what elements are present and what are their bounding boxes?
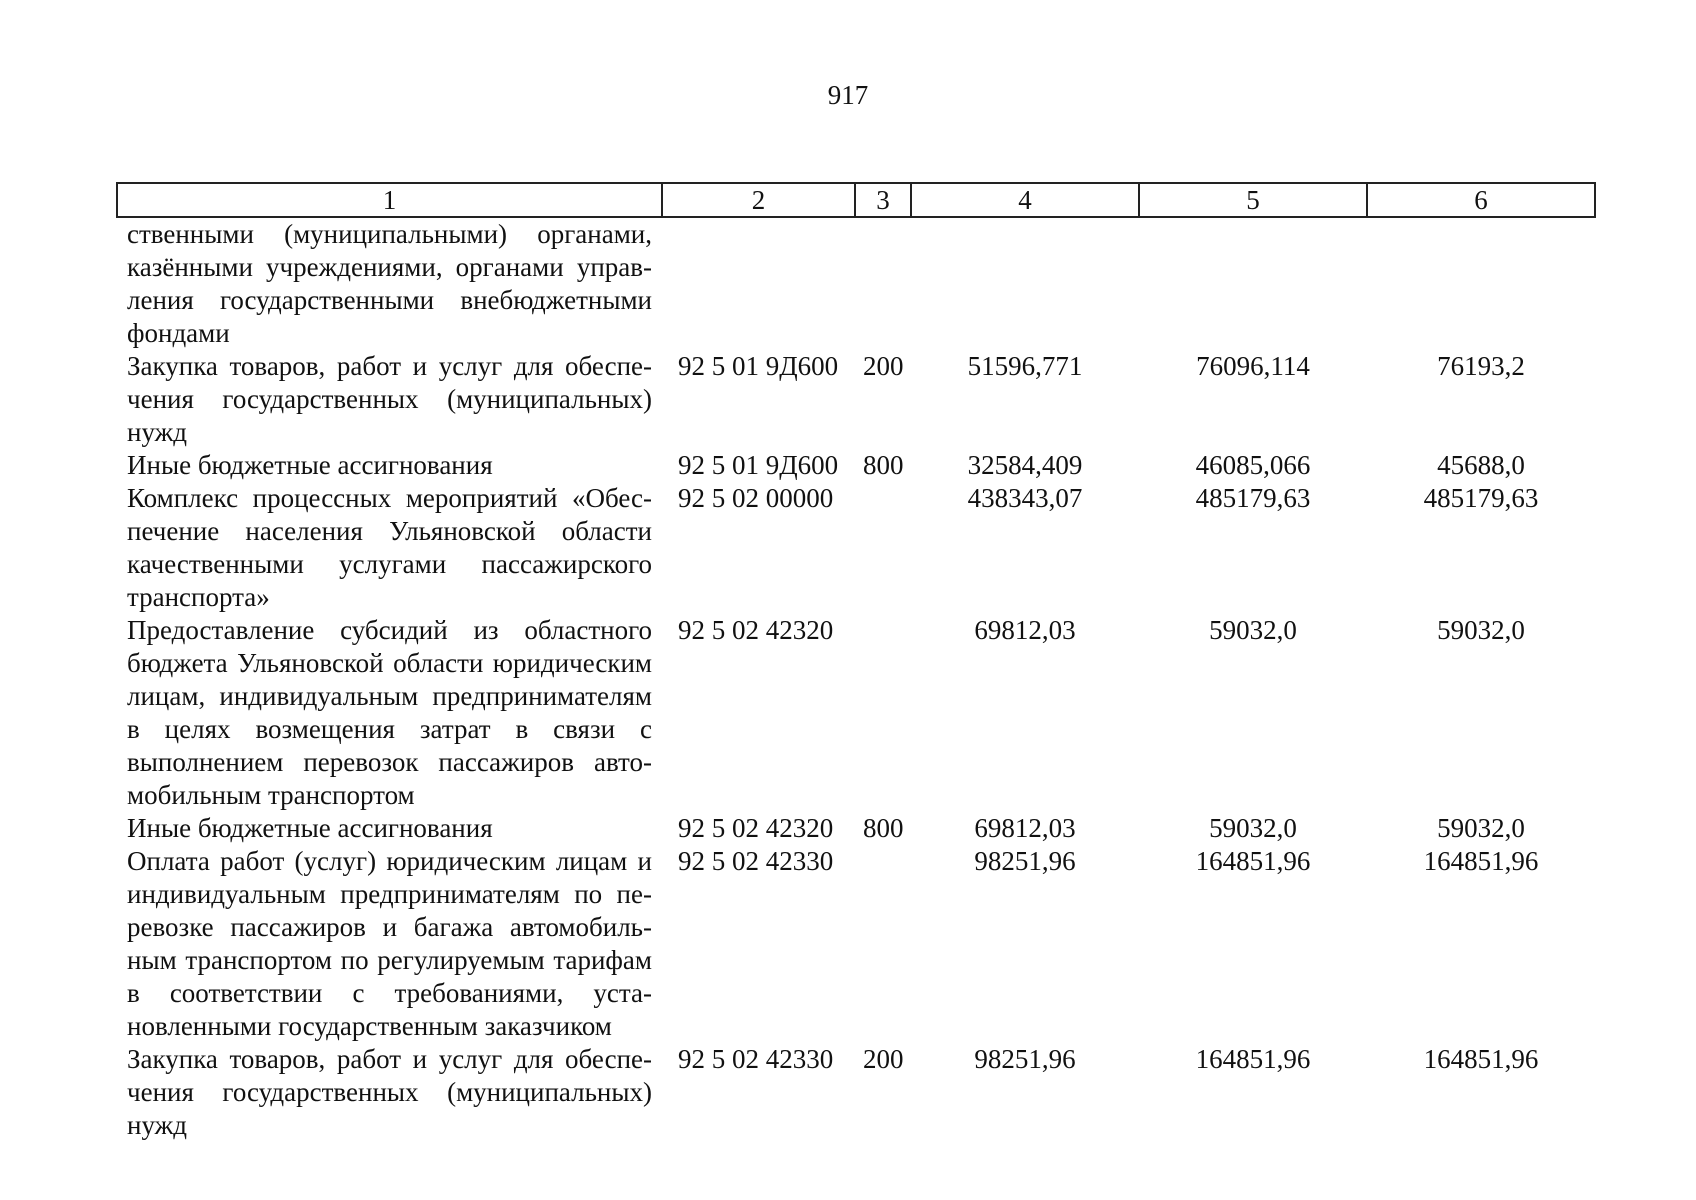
row-code: [662, 217, 855, 350]
column-header-4: 4: [911, 183, 1139, 217]
row-amount-col6: 45688,0: [1437, 450, 1525, 480]
row-expense-type: 800: [863, 450, 904, 480]
table-header-row: [117, 183, 1595, 217]
row-name: Предоставление субсидий из областного бюджета Ульяновской области юридическим лицам, индивидуальным предпринимателям в целях возмещения затрат в связи с выполнением перевозок пассажиров автомобильным транспортом: [127, 615, 652, 810]
row-name: Закупка товаров, работ и услуг для обеспечения государственных (муниципальных) нужд: [127, 351, 652, 447]
row-amount-col6: 164851,96: [1423, 1044, 1539, 1074]
row-amount-col6: [1367, 217, 1595, 350]
row-expense-type: 800: [863, 813, 904, 843]
row-amount-col6: 485179,63: [1423, 483, 1539, 513]
table-row: [117, 350, 1595, 449]
row-code: 92 5 02 00000: [678, 483, 834, 513]
row-code: 92 5 01 9Д600: [678, 450, 839, 480]
row-amount-col4: 438343,07: [967, 483, 1083, 513]
row-amount-col5: 59032,0: [1209, 813, 1297, 843]
column-header-1: 1: [117, 183, 662, 217]
row-amount-col6: 59032,0: [1437, 813, 1525, 843]
row-name: ственными (муниципальными) органами, казёнными учреждениями, органами управления государственными внебюджетными фондами: [127, 219, 652, 348]
row-code: 92 5 02 42330: [678, 1044, 834, 1074]
budget-table: [116, 182, 1596, 1142]
row-amount-col4: 98251,96: [974, 846, 1076, 876]
row-expense-type: 200: [863, 1044, 904, 1074]
row-expense-type: [855, 845, 911, 1043]
row-name: Оплата работ (услуг) юридическим лицам и индивидуальным предпринимателям по перевозке пассажиров и багажа автомобильным транспортом по регулируемым тарифам в соответствии с требованиями, установленными государственным заказчиком: [127, 846, 652, 1041]
row-amount-col5: 46085,066: [1195, 450, 1311, 480]
row-amount-col5: 164851,96: [1195, 1044, 1311, 1074]
row-expense-type: [855, 482, 911, 614]
row-amount-col6: 59032,0: [1437, 615, 1525, 645]
table-row: [117, 1043, 1595, 1142]
row-amount-col5: 59032,0: [1209, 615, 1297, 645]
row-name: Комплекс процессных мероприятий «Обеспечение населения Ульяновской области качественными услугами пассажирского транспорта»: [127, 483, 652, 612]
row-expense-type: 200: [863, 351, 904, 381]
table-row: [117, 845, 1595, 1043]
row-code: 92 5 02 42320: [678, 615, 834, 645]
row-code: 92 5 02 42330: [678, 846, 834, 876]
table-row: [117, 812, 1595, 845]
row-amount-col4: 69812,03: [974, 813, 1076, 843]
row-amount-col6: 76193,2: [1437, 351, 1525, 381]
row-expense-type: [855, 217, 911, 350]
row-amount-col4: 98251,96: [974, 1044, 1076, 1074]
row-code: 92 5 02 42320: [678, 813, 834, 843]
column-header-6: 6: [1367, 183, 1595, 217]
column-header-2: 2: [662, 183, 855, 217]
row-amount-col5: 76096,114: [1196, 351, 1310, 381]
page-number: 917: [827, 80, 869, 110]
column-header-3: 3: [855, 183, 911, 217]
column-header-5: 5: [1139, 183, 1367, 217]
row-amount-col4: [911, 217, 1139, 350]
row-expense-type: [855, 614, 911, 812]
table-body: [117, 217, 1595, 1142]
row-amount-col6: 164851,96: [1423, 846, 1539, 876]
table-row: [117, 482, 1595, 614]
row-amount-col5: 485179,63: [1195, 483, 1311, 513]
table-row: [117, 217, 1595, 350]
table-row: [117, 614, 1595, 812]
table-row: [117, 449, 1595, 482]
row-code: 92 5 01 9Д600: [678, 351, 839, 381]
row-name: Иные бюджетные ассигнования: [127, 450, 493, 480]
row-amount-col5: [1139, 217, 1367, 350]
row-name: Закупка товаров, работ и услуг для обеспечения государственных (муниципальных) нужд: [127, 1044, 652, 1140]
row-name: Иные бюджетные ассигнования: [127, 813, 493, 843]
row-amount-col4: 69812,03: [974, 615, 1076, 645]
row-amount-col5: 164851,96: [1195, 846, 1311, 876]
row-amount-col4: 51596,771: [967, 351, 1083, 381]
row-amount-col4: 32584,409: [967, 450, 1083, 480]
